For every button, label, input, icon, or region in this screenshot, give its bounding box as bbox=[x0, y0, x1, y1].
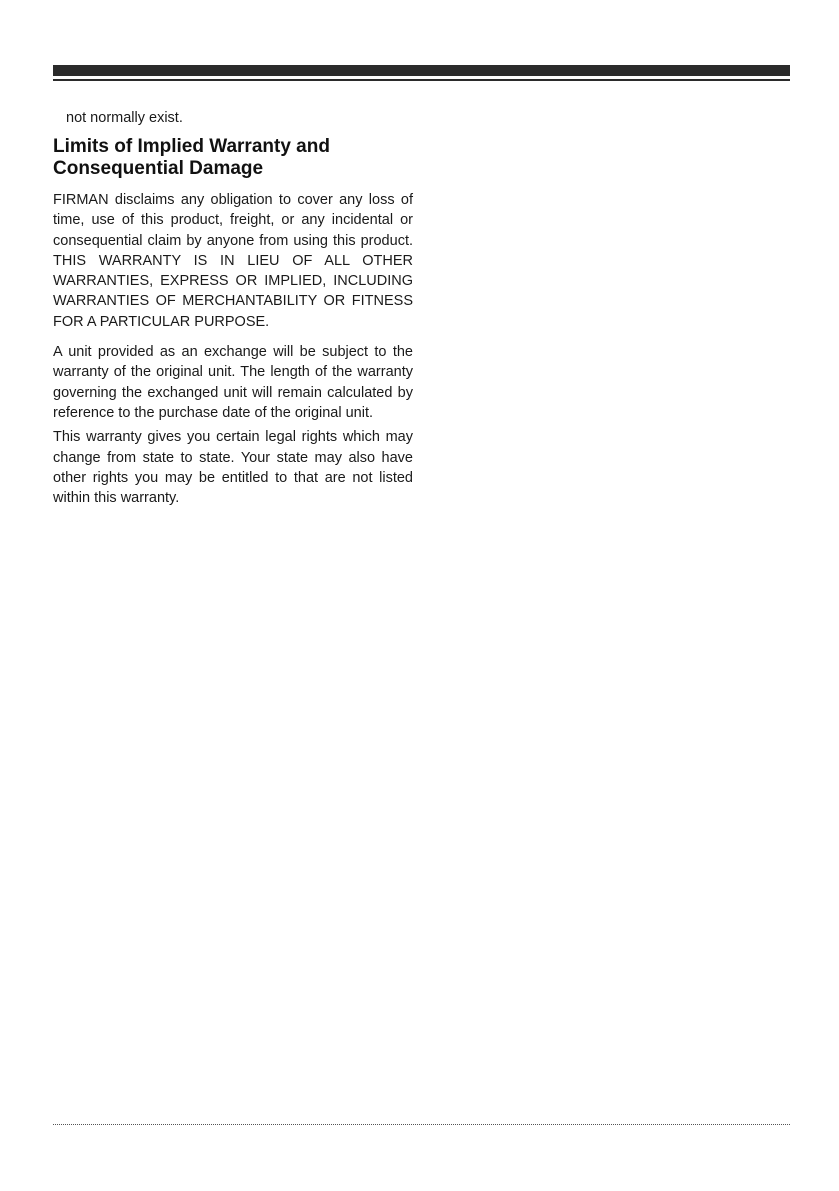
section-heading bbox=[53, 136, 413, 180]
paragraph-disclaimer: FIRMAN disclaims any obligation to cover any loss of time, use of this product, freight, or any incidental or consequential claim by anyone from using this product. THIS WARRANTY IS IN LIEU OF ALL OTHER WARRANTIES, EXPRESS OR IMPLIED, INCLUDING WARRANTIES OF MERCHANTABILITY OR FITNESS FOR A PARTICULAR PURPOSE. bbox=[53, 192, 413, 330]
footer-dotted-rule bbox=[53, 1124, 790, 1125]
continuation-text: not normally exist. bbox=[66, 110, 183, 126]
section-heading-line-1: Limits of Implied Warranty and bbox=[53, 136, 330, 157]
header-bar bbox=[53, 65, 790, 76]
header-rule bbox=[53, 79, 790, 81]
section-heading-line-2: Consequential Damage bbox=[53, 158, 264, 179]
text-column bbox=[53, 108, 413, 518]
paragraph-exchange-unit: A unit provided as an exchange will be subject to the warranty of the original unit. The length of the warranty governing the exchanged unit will remain calculated by reference to the purchase date of the original unit. bbox=[53, 344, 413, 421]
paragraph-legal-rights: This warranty gives you certain legal rights which may change from state to state. Your state may also have other rights you may be entitled to that are not listed within this warranty. bbox=[53, 429, 413, 507]
